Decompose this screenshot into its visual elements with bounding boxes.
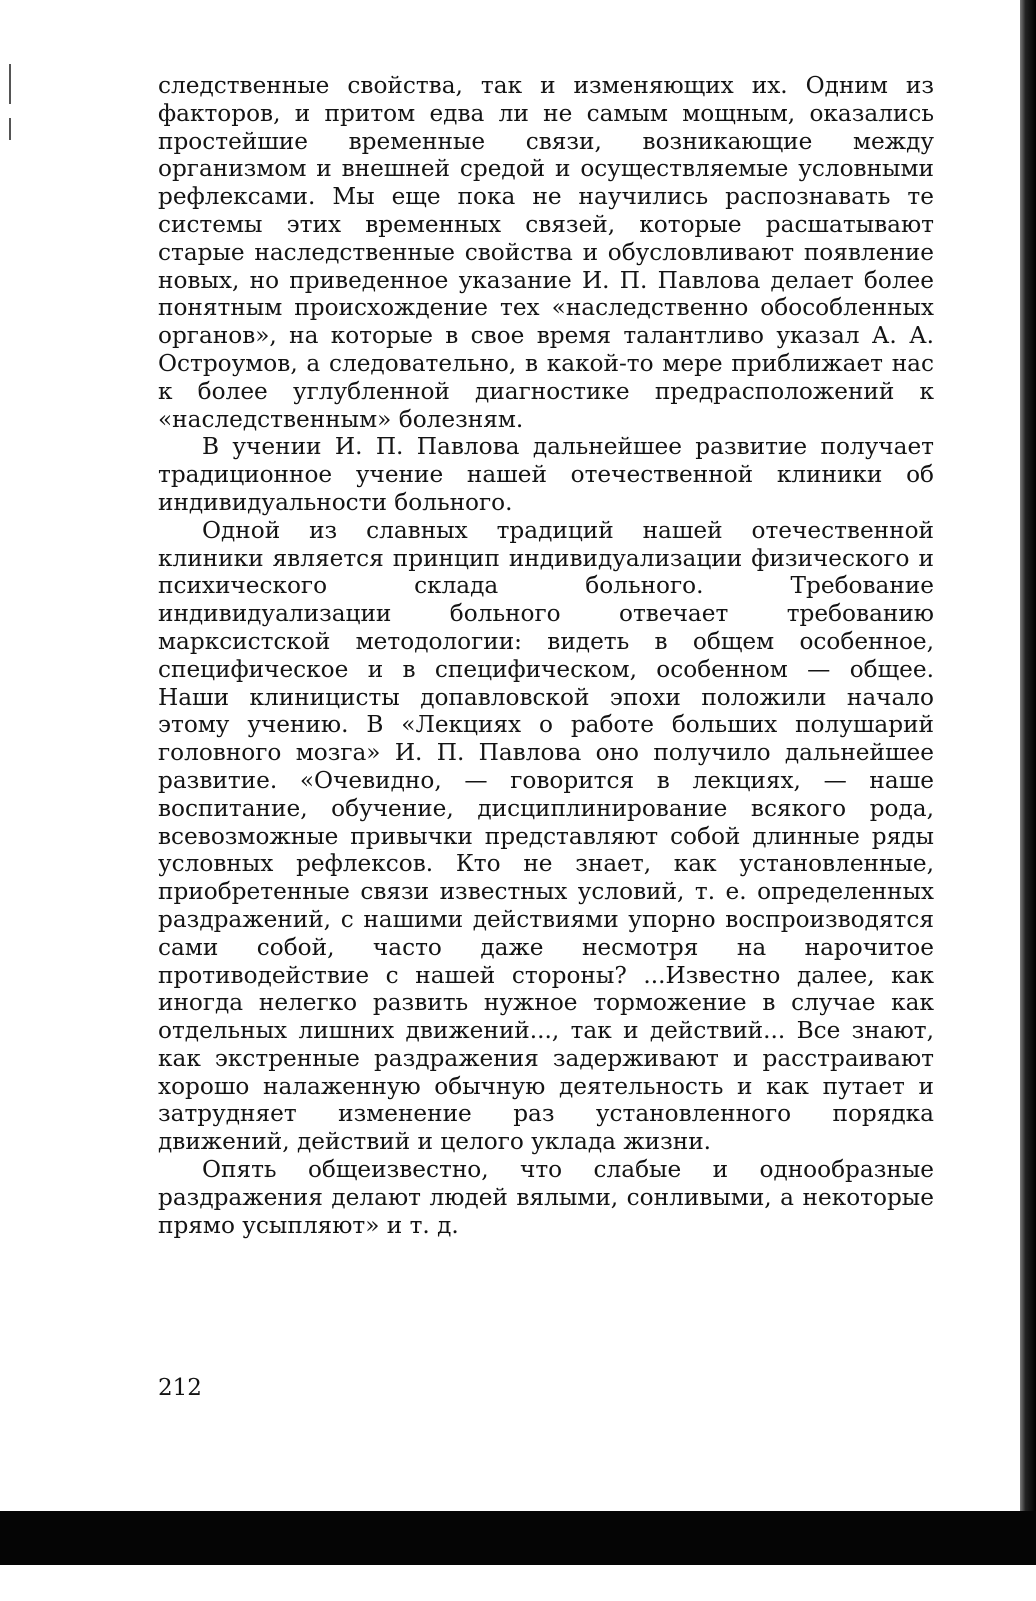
paragraph: Одной из славных традиций нашей отечественной клиники является принцип индивидуализации физического и психического склада больного. Требование индивидуализации больного отвечает требованию марксистской методологии: видеть в общем особенное, специфическое и в специфическом, особенном — общее. Наши клиницисты допавловской эпохи положили начало этому учению. В «Лекциях о работе больших полушарий головного мозга» И. П. Павлова оно получило дальнейшее развитие. «Очевидно, — говорится в лекциях, — наше воспитание, обучение, дисциплинирование всякого рода, всевозможные привычки представляют собой длинные ряды условных рефлексов. Кто не знает, как установленные, приобретенные связи известных условий, т. е. определенных раздражений, с нашими действиями упорно воспроизводятся сами собой, часто даже несмотря на нарочитое противодействие с нашей стороны? ...Известно далее, как иногда нелегко развить нужное торможение в случае как отдельных лишних движений..., так и действий... Все знают, как экстренные раздражения задерживают и расстраивают хорошо налаженную обычную деятельность и как путает и затрудняет изменение раз установленного порядка движений, действий и целого уклада жизни.	[158, 516, 934, 1156]
scan-bottom-margin	[0, 1565, 1036, 1601]
paragraph: Опять общеизвестно, что слабые и однообразные раздражения делают людей вялыми, сонливыми, а некоторые прямо усыпляют» и т. д.	[158, 1156, 934, 1239]
scan-mark	[9, 118, 11, 140]
scan-edge-shadow	[1020, 0, 1036, 1601]
scan-bottom-band	[0, 1511, 1036, 1565]
scan-mark	[9, 64, 11, 104]
paragraph: В учении И. П. Павлова дальнейшее развитие получает традиционное учение нашей отечественной клиники об индивидуальности больного.	[158, 433, 934, 516]
page-body	[158, 72, 934, 1239]
page-number: 212	[158, 1375, 202, 1401]
paragraph: следственные свойства, так и изменяющих их. Одним из факторов, и притом едва ли не самым мощным, оказались простейшие временные связи, возникающие между организмом и внешней средой и осуществляемые условными рефлексами. Мы еще пока не научились распознавать те системы этих временных связей, которые расшатывают старые наследственные свойства и обусловливают появление новых, но приведенное указание И. П. Павлова делает более понятным происхождение тех «наследственно обособленных органов», на которые в свое время талантливо указал А. А. Остроумов, а следовательно, в какой-то мере приближает нас к более углубленной диагностике предрасположений к «наследственным» болезням.	[158, 72, 934, 433]
